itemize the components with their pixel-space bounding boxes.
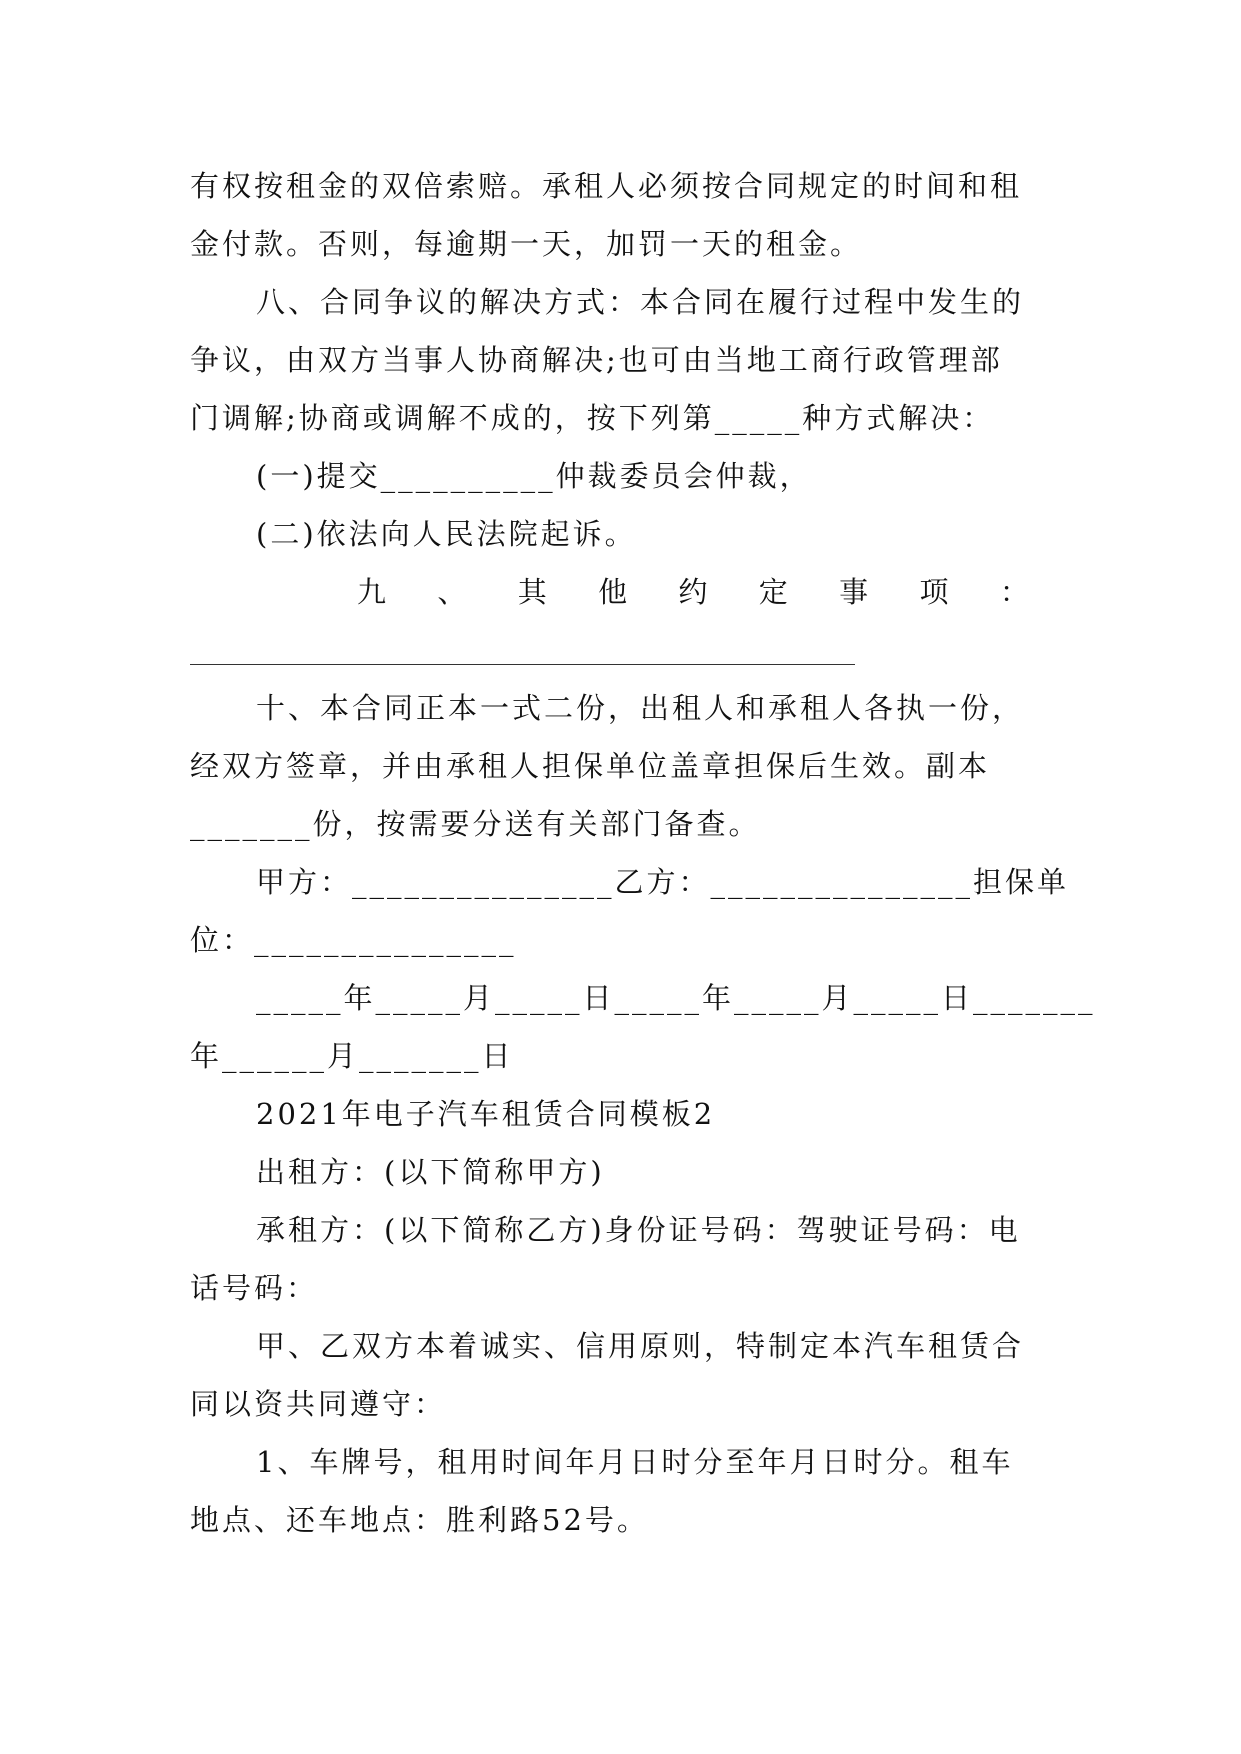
- clause-9-char: 项: [919, 575, 949, 609]
- option-litigation: [256, 514, 1056, 554]
- clause-9-char: 九: [357, 575, 387, 609]
- line-text: 出租方：(以下简称甲方): [256, 1155, 605, 1189]
- clause-9-char: ：: [999, 575, 1029, 609]
- line-text: 年______月_______日: [190, 1039, 514, 1073]
- line-text: 地点、还车地点：胜利路52号。: [190, 1503, 649, 1537]
- line-text: 甲、乙双方本着诚实、信用原则，特制定本汽车租赁合: [256, 1329, 1025, 1363]
- preamble-line: [256, 1326, 1056, 1366]
- blank-underline: [190, 664, 855, 665]
- line-text: 八、合同争议的解决方式：本合同在履行过程中发生的: [256, 285, 1025, 319]
- text-line: [190, 1500, 1055, 1540]
- text-line: [190, 1036, 1055, 1076]
- lessor-line: [256, 1152, 1056, 1192]
- clause-9-char: 其: [517, 575, 547, 609]
- line-text: 门调解;协商或调解不成的，按下列第_____种方式解决：: [190, 401, 995, 435]
- line-text: _____年_____月_____日_____年_____月_____日_______: [256, 981, 1096, 1015]
- text-line: [190, 1384, 1055, 1424]
- option-arbitration: [256, 456, 1056, 496]
- line-text: 话号码：: [190, 1271, 319, 1305]
- text-line: [190, 804, 1055, 844]
- text-line: [190, 224, 1055, 264]
- line-text: 有权按租金的双倍索赔。承租人必须按合同规定的时间和租: [190, 169, 1023, 203]
- line-text: 位：_______________: [190, 923, 517, 957]
- clause-1-line: [256, 1442, 1056, 1482]
- clause-9-char: 定: [758, 575, 788, 609]
- lessee-line: [256, 1210, 1056, 1250]
- line-text: 2021年电子汽车租赁合同模板2: [256, 1097, 716, 1131]
- line-text: 经双方签章，并由承租人担保单位盖章担保后生效。副本: [190, 749, 991, 783]
- line-text: 十、本合同正本一式二份，出租人和承租人各执一份，: [256, 691, 1025, 725]
- clause-10-heading: [256, 688, 1076, 728]
- clause-9-char: 约: [678, 575, 708, 609]
- section-title: [256, 1094, 1056, 1134]
- clause-9-char: 、: [437, 575, 467, 609]
- text-line: [190, 340, 1055, 380]
- line-text: 1、车牌号，租用时间年月日时分至年月日时分。租车: [256, 1445, 1014, 1479]
- clause-8-heading: [256, 282, 1056, 322]
- line-text: 金付款。否则，每逾期一天，加罚一天的租金。: [190, 227, 863, 261]
- text-line: [190, 920, 1055, 960]
- text-line: [190, 398, 1055, 438]
- text-line: [190, 746, 1055, 786]
- clause-9-char: 事: [839, 575, 869, 609]
- line-text: 承租方：(以下简称乙方)身份证号码：驾驶证号码：电: [256, 1213, 1021, 1247]
- line-text: 甲方：_______________乙方：_______________担保单: [256, 865, 1070, 899]
- line-text: _______份，按需要分送有关部门备查。: [190, 807, 761, 841]
- line-text: 争议，由双方当事人协商解决;也可由当地工商行政管理部: [190, 343, 1003, 377]
- clause-9-heading: [357, 572, 1029, 612]
- signature-dates: [256, 978, 1096, 1018]
- clause-9-char: 他: [598, 575, 628, 609]
- text-line: [190, 1268, 1055, 1308]
- line-text: 同以资共同遵守：: [190, 1387, 447, 1421]
- text-line: [190, 166, 1055, 206]
- signature-parties: [256, 862, 1070, 902]
- line-text: (一)提交__________仲裁委员会仲裁，: [256, 459, 812, 493]
- line-text: (二)依法向人民法院起诉。: [256, 517, 637, 551]
